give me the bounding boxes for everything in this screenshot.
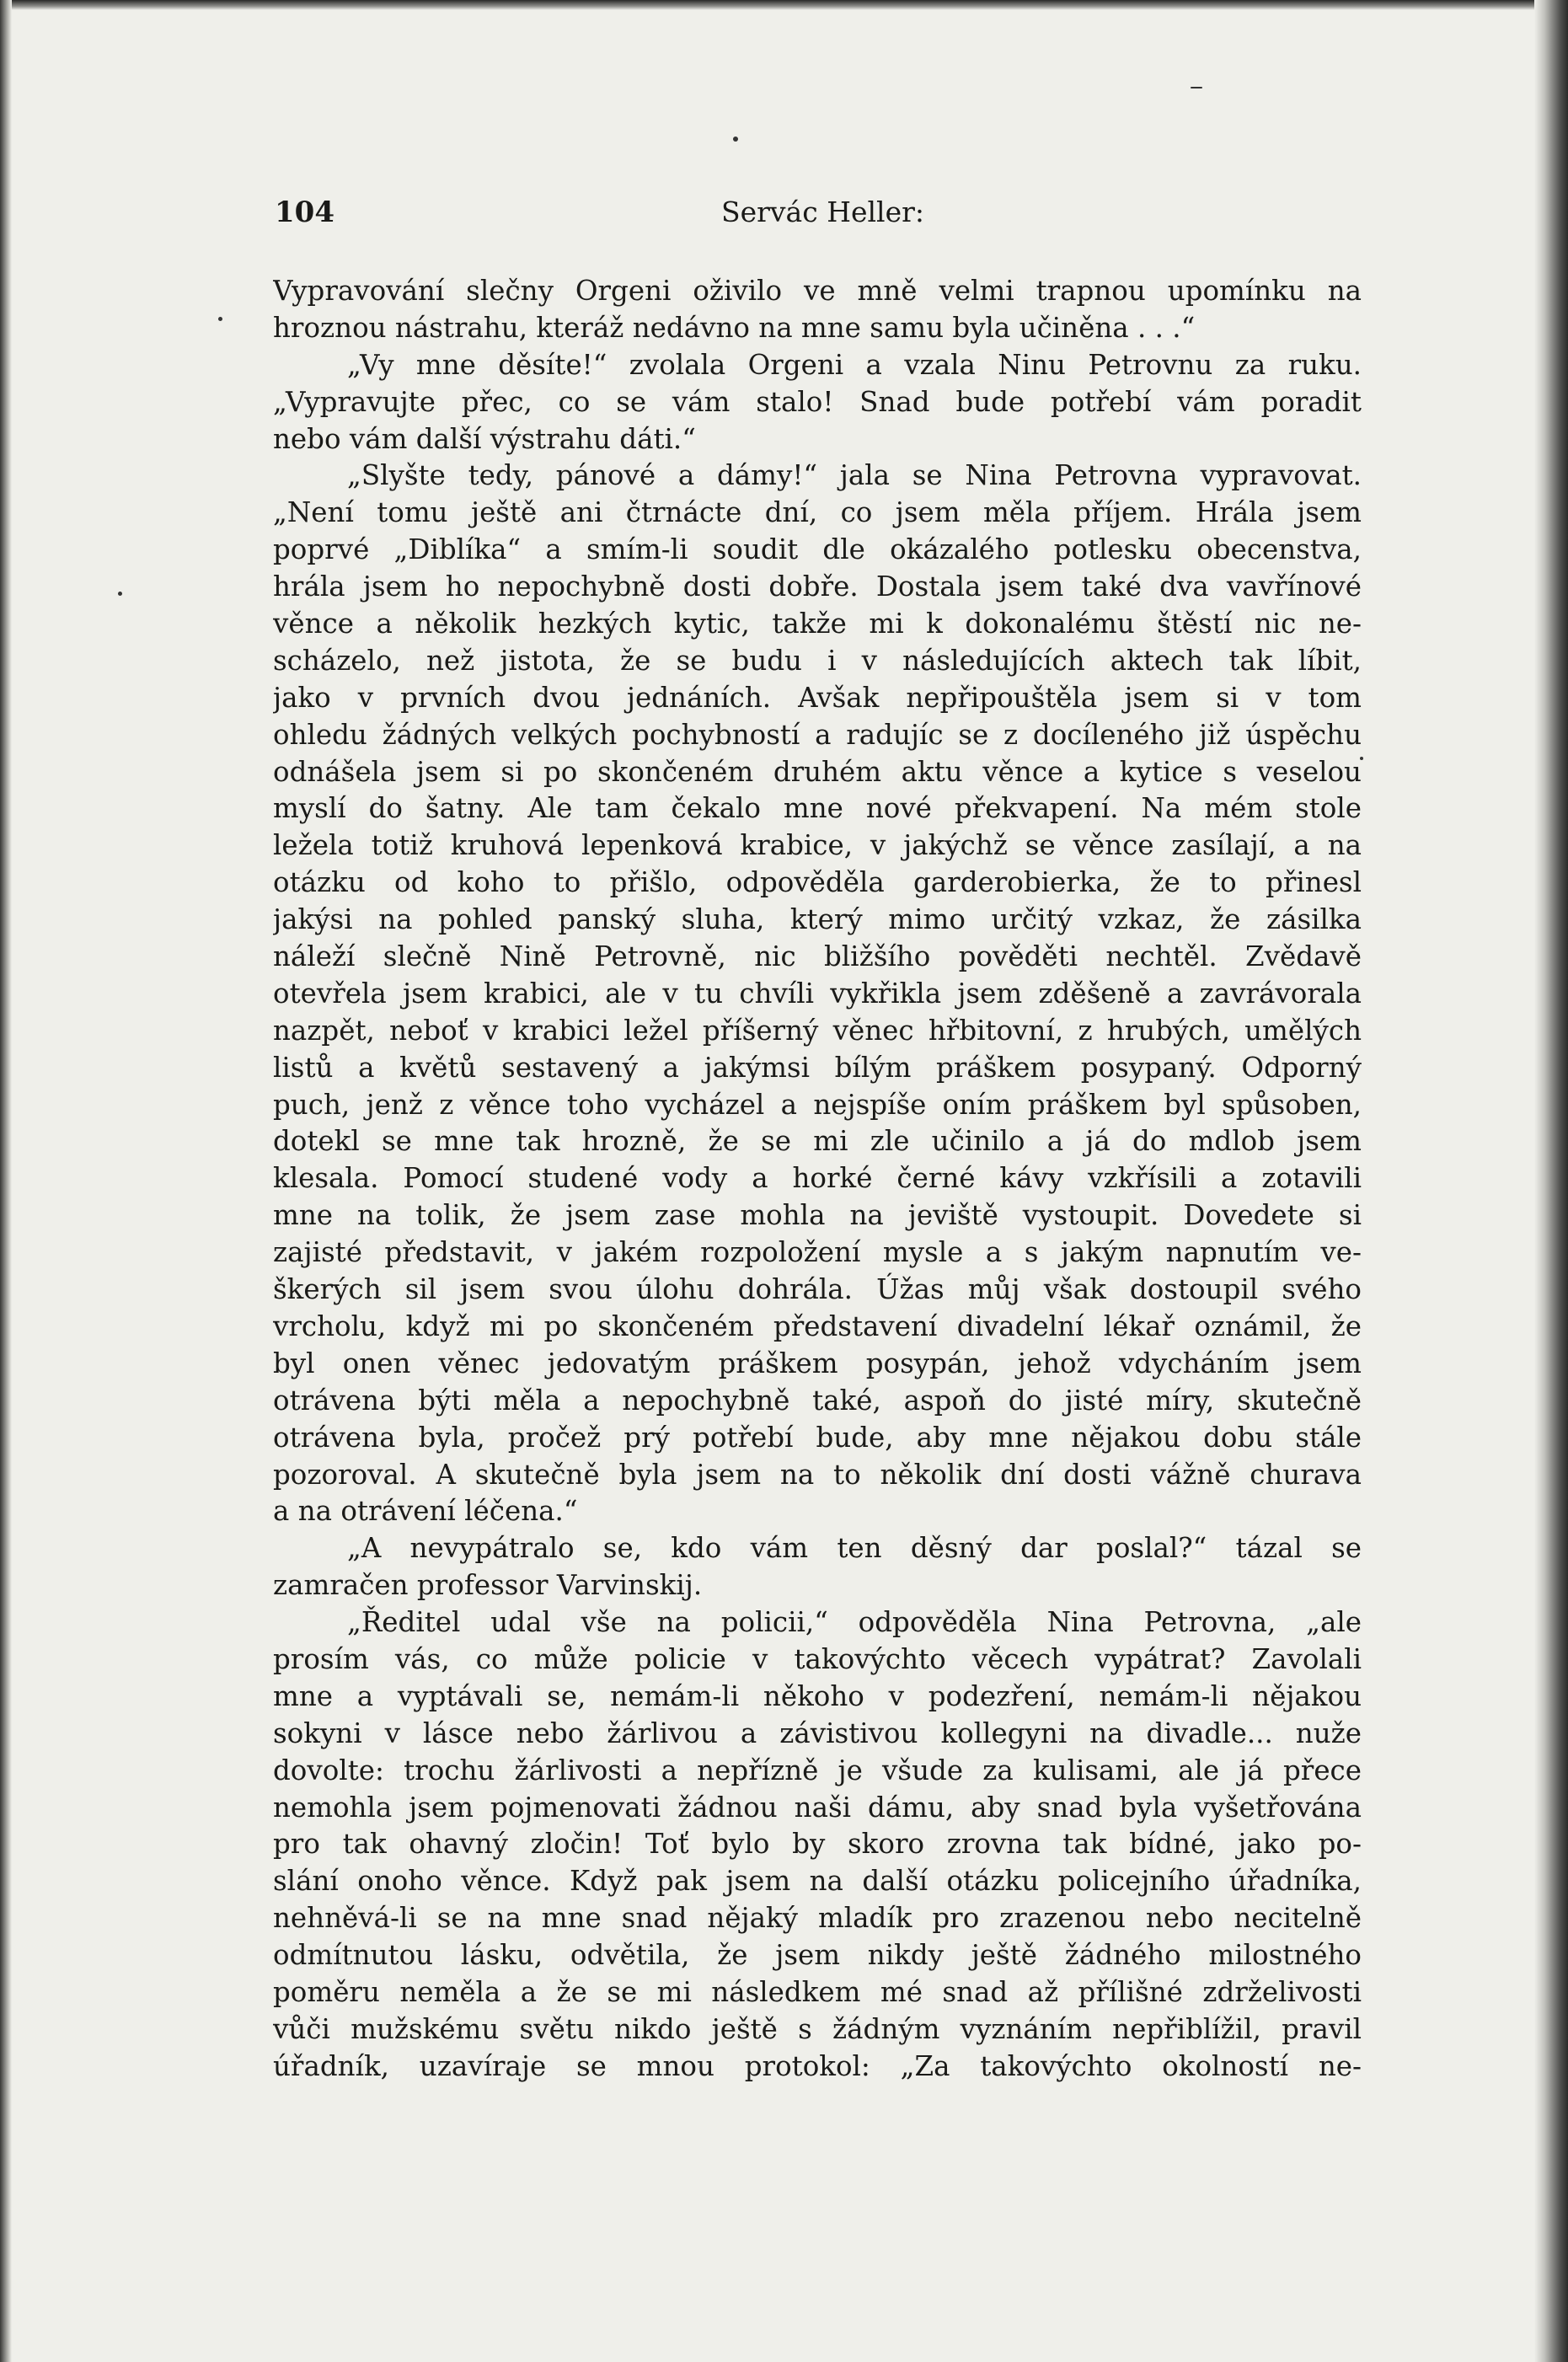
text-line: dotekl se mne tak hrozně, že se mi zle učinilo a já do mdlob jsem — [273, 1125, 1362, 1158]
text-line: nebo vám další výstrahu dáti.“ — [273, 422, 696, 455]
text-line: puch, jenž z věnce toho vycházel a nejspíše oním práškem byl spůsoben, — [273, 1088, 1362, 1121]
text-line: zamračen professor Varvinskij. — [273, 1569, 703, 1602]
text-line: klesala. Pomocí studené vody a horké černé kávy vzkřísili a zotavili — [273, 1162, 1362, 1195]
text-line: mne a vyptávali se, nemám-li někoho v podezření, nemám-li nějakou — [273, 1679, 1362, 1712]
text-line: dovolte: trochu žárlivosti a nepřízně je všude za kulisami, ale já přece — [273, 1754, 1362, 1786]
text-line: scházelo, než jistota, že se budu i v následujících aktech tak líbit, — [273, 644, 1362, 677]
text-line: slání onoho věnce. Když pak jsem na další otázku policejního úřadníka, — [273, 1865, 1362, 1898]
text-line: poprvé „Diblíka“ a smím-li soudit dle okázalého potlesku obecenstva, — [273, 533, 1362, 566]
text-line: odmítnutou lásku, odvětila, že jsem nikdy ještě žádného milostného — [273, 1939, 1362, 1972]
text-line: pozoroval. A skutečně byla jsem na to několik dní dosti vážně churava — [273, 1458, 1362, 1491]
text-line: a na otrávení léčena.“ — [273, 1495, 578, 1528]
text-line: nazpět, neboť v krabici ležel příšerný věnec hřbitovní, z hrubých, umělých — [273, 1014, 1362, 1047]
dust-speck — [218, 317, 222, 321]
text-line: vrcholu, když mi po skončeném představení divadelní lékař oznámil, že — [273, 1310, 1362, 1342]
text-line: věnce a několik hezkých kytic, takže mi k dokonalému štěstí nic ne- — [273, 608, 1362, 640]
text-line: listů a květů sestavený a jakýmsi bílým práškem posypaný. Odporný — [273, 1051, 1362, 1084]
text-line: škerých sil jsem svou úlohu dohrála. Úžas můj však dostoupil svého — [273, 1273, 1362, 1306]
text-line: poměru neměla a že se mi následkem mé snad až přílišné zdrželivosti — [273, 1975, 1362, 2008]
text-line: sokyni v lásce nebo žárlivou a závistivou kollegyni na divadle... nuže — [273, 1717, 1362, 1749]
dust-speck — [733, 137, 738, 142]
scan-right-edge — [1534, 0, 1568, 2362]
scan-top-edge — [0, 0, 1568, 10]
running-head: Servác Heller: — [721, 195, 925, 228]
text-line: „A nevypátralo se, kdo vám ten děsný dar poslal?“ tázal se — [347, 1532, 1362, 1565]
text-line: myslí do šatny. Ale tam čekalo mne nové překvapení. Na mém stole — [273, 792, 1362, 825]
text-line: prosím vás, co může policie v takovýchto věcech vypátrat? Zavolali — [273, 1642, 1362, 1675]
text-line: úřadník, uzavíraje se mnou protokol: „Za takovýchto okolností ne- — [273, 2049, 1362, 2082]
text-line: otrávena býti měla a nepochybně také, aspoň do jisté míry, skutečně — [273, 1384, 1362, 1417]
text-line: ležela totiž kruhová lepenková krabice, v jakýchž se věnce zasílají, a na — [273, 829, 1362, 862]
page-number: 104 — [275, 195, 334, 229]
text-line: „Vypravujte přec, co se vám stalo! Snad bude potřebí vám poradit — [273, 385, 1362, 418]
text-line: Vypravování slečny Orgeni oživilo ve mně velmi trapnou upomínku na — [273, 275, 1362, 307]
scan-left-edge — [0, 0, 12, 2362]
text-line: jakýsi na pohled panský sluha, který mimo určitý vzkaz, že zásilka — [273, 903, 1362, 936]
text-line: ohledu žádných velkých pochybností a radujíc se z docíleného již úspěchu — [273, 718, 1362, 751]
text-line: jako v prvních dvou jednáních. Avšak nepřipouštěla jsem si v tom — [273, 681, 1362, 714]
text-line: vůči mužskému světu nikdo ještě s žádným vyznáním nepřiblížil, pravil — [273, 2012, 1362, 2045]
text-line: byl onen věnec jedovatým práškem posypán, jehož vdycháním jsem — [273, 1347, 1362, 1379]
text-line: otázku od koho to přišlo, odpověděla garderobierka, že to přinesl — [273, 866, 1362, 899]
text-line: otevřela jsem krabici, ale v tu chvíli vykřikla jsem zděšeně a zavrávorala — [273, 977, 1362, 1010]
text-line: „Slyšte tedy, pánové a dámy!“ jala se Nina Petrovna vypravovat. — [347, 459, 1362, 492]
text-line: nemohla jsem pojmenovati žádnou naši dámu, aby snad byla vyšetřována — [273, 1791, 1362, 1824]
dust-speck — [1191, 87, 1202, 88]
text-line: mne na tolik, že jsem zase mohla na jeviště vystoupit. Dovedete si — [273, 1199, 1362, 1232]
text-line: pro tak ohavný zločin! Toť bylo by skoro zrovna tak bídné, jako po- — [273, 1828, 1362, 1861]
text-line: „Vy mne děsíte!“ zvolala Orgeni a vzala Ninu Petrovnu za ruku. — [347, 348, 1362, 381]
body-text — [273, 273, 1362, 2086]
text-line: „Ředitel udal vše na policii,“ odpověděla Nina Petrovna, „ale — [347, 1606, 1362, 1639]
text-line: „Není tomu ještě ani čtrnácte dní, co jsem měla příjem. Hrála jsem — [273, 496, 1362, 529]
text-line: náleží slečně Nině Petrovně, nic bližšího pověděti nechtěl. Zvědavě — [273, 940, 1362, 973]
text-line: zajisté představit, v jakém rozpoložení mysle a s jakým napnutím ve- — [273, 1236, 1362, 1269]
page-header — [275, 195, 1362, 234]
text-line: odnášela jsem si po skončeném druhém aktu věnce a kytice s veselou — [273, 755, 1362, 788]
text-line: nehněvá-li se na mne snad nějaký mladík pro zrazenou nebo necitelně — [273, 1902, 1362, 1935]
text-line: otrávena byla, pročež prý potřebí bude, aby mne nějakou dobu stále — [273, 1421, 1362, 1454]
text-line: hrála jsem ho nepochybně dosti dobře. Dostala jsem také dva vavřínové — [273, 570, 1362, 603]
text-line: hroznou nástrahu, kteráž nedávno na mne samu byla učiněna . . .“ — [273, 311, 1196, 344]
dust-speck — [118, 592, 122, 596]
